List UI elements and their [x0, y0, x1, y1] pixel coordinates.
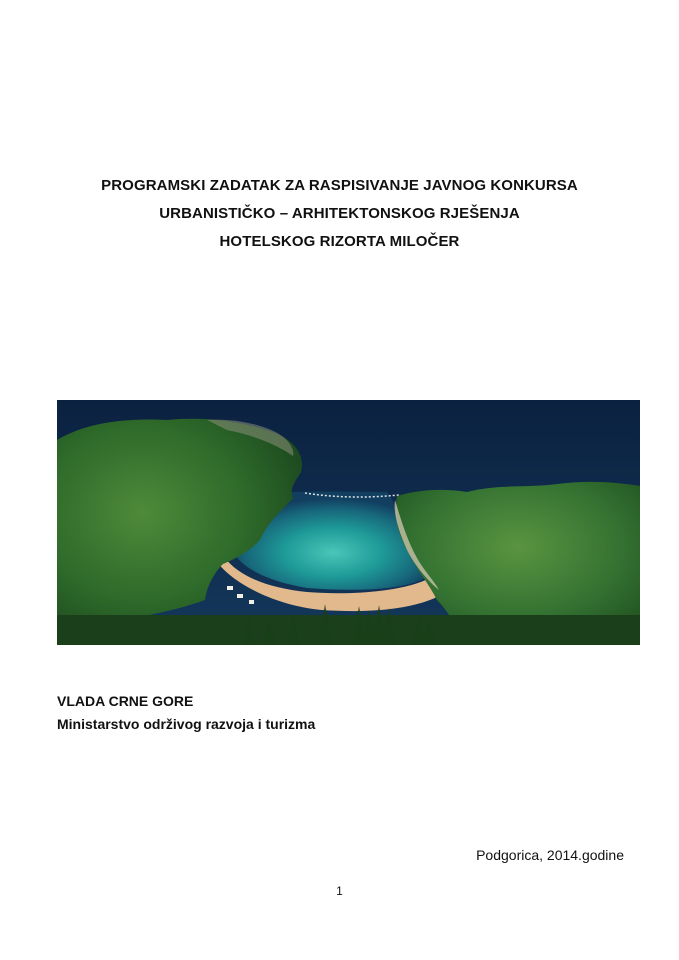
cover-photo-bay: [57, 400, 640, 645]
title-line-1: PROGRAMSKI ZADATAK ZA RASPISIVANJE JAVNOG KONKURSA: [101, 177, 578, 194]
ministry-name: Ministarstvo održivog razvoja i turizma: [57, 716, 316, 732]
issuer-block: [57, 690, 315, 736]
government-name: VLADA CRNE GORE: [57, 693, 194, 709]
place-and-date: Podgorica, 2014.godine: [476, 847, 624, 863]
title-line-2: URBANISTIČKO – ARHITEKTONSKOG RJEŠENJA: [159, 205, 520, 222]
cover-photo-illustration: [57, 400, 640, 645]
page-number: 1: [336, 884, 343, 898]
foreground-shadow: [57, 615, 640, 645]
document-title: [0, 172, 679, 256]
title-line-3: HOTELSKOG RIZORTA MILOČER: [219, 233, 460, 250]
